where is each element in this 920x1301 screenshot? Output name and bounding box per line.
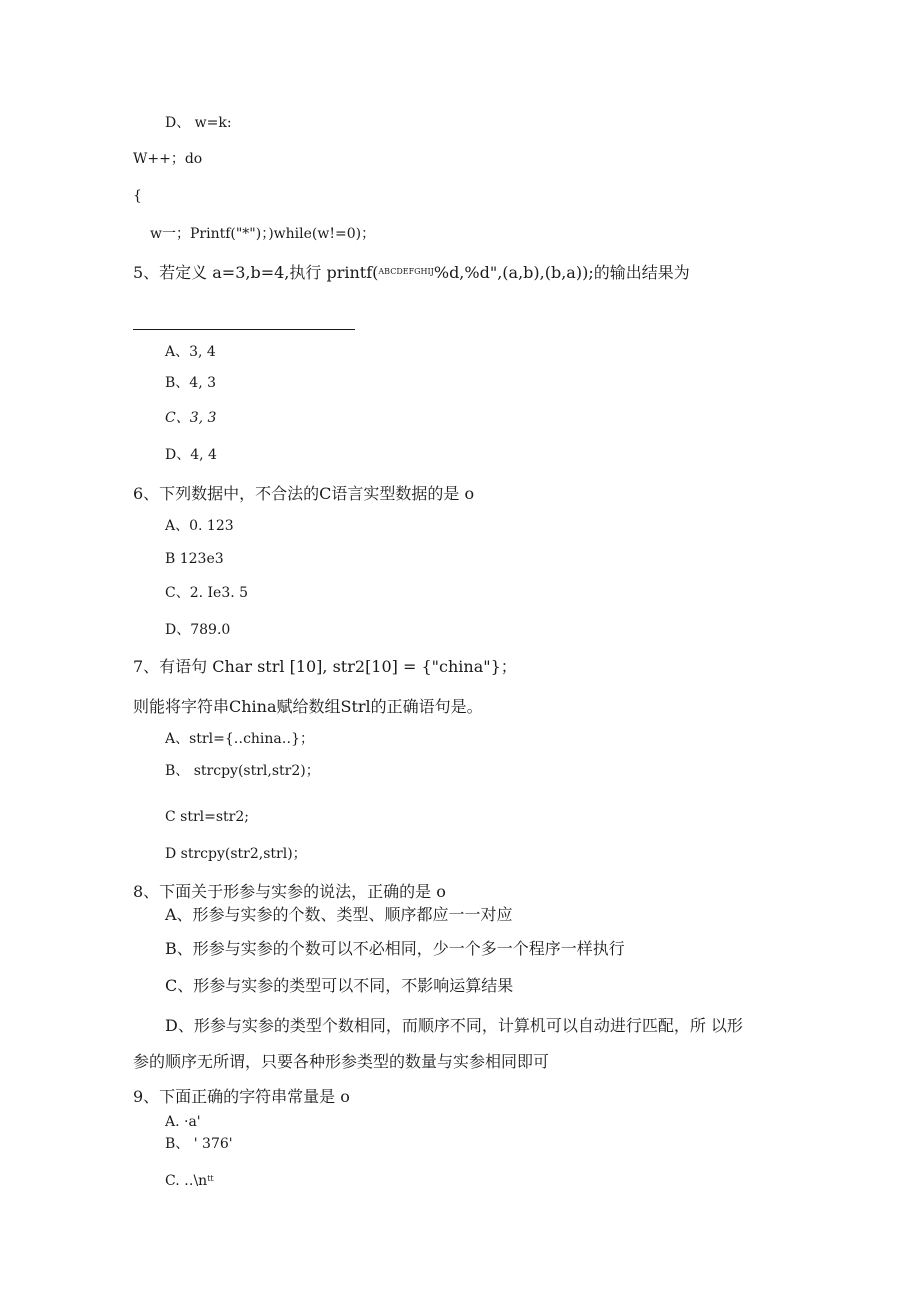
q5-option-a: A、3, 4 bbox=[165, 344, 216, 360]
q8-option-b: B、形参与实参的个数可以不必相同，少一个多一个程序一样执行 bbox=[165, 939, 625, 958]
q4-option-d-line2: W++；do bbox=[133, 151, 203, 167]
answer-blank-line bbox=[133, 329, 355, 330]
q9-option-a: A. ·a' bbox=[165, 1114, 201, 1130]
q7-option-c: C strl=str2; bbox=[165, 809, 249, 825]
q7-option-b: B、 strcpy(strl,str2)； bbox=[165, 763, 320, 779]
q4-option-d-line1: D、 w=k: bbox=[165, 115, 232, 131]
q6-option-a: A、0. 123 bbox=[165, 518, 234, 534]
q6-stem: 6、下列数据中，不合法的C语言实型数据的是 o bbox=[133, 484, 475, 503]
q7-option-a: A、strl={‥china‥}； bbox=[165, 731, 315, 747]
q5-stem-sup: ABCDEFGHIJ bbox=[378, 267, 434, 276]
q5-option-c: C、3, 3 bbox=[165, 410, 217, 426]
q5-stem-after: %d,%d",(a,b),(b,a));的输出结果为 bbox=[433, 263, 690, 282]
q9-option-c-sup: tt bbox=[207, 1174, 214, 1183]
q8-option-d: D、形参与实参的类型个数相同，而顺序不同，计算机可以自动进行匹配，所 以形 bbox=[165, 1016, 743, 1035]
q7-stem-line1: 7、有语句 Char strl [10], str2[10] = {"china"}； bbox=[133, 657, 517, 676]
q7-stem-line2: 则能将字符串China赋给数组Strl的正确语句是。 bbox=[133, 697, 483, 716]
q5-option-b: B、4, 3 bbox=[165, 375, 217, 391]
q6-option-d: D、789.0 bbox=[165, 622, 231, 638]
q8-stem: 8、下面关于形参与实参的说法，正确的是 o bbox=[133, 882, 446, 901]
q5-option-d: D、4, 4 bbox=[165, 447, 217, 463]
q9-option-b: B、 ' 376' bbox=[165, 1136, 233, 1152]
q9-option-c-main: C. ‥\n bbox=[165, 1173, 208, 1189]
q8-option-d-continued: 参的顺序无所谓，只要各种形参类型的数量与实参相同即可 bbox=[133, 1052, 550, 1071]
q6-option-c: C、2. Ie3. 5 bbox=[165, 585, 249, 601]
q6-option-b: B 123e3 bbox=[165, 551, 224, 567]
q8-option-c: C、形参与实参的类型可以不同，不影响运算结果 bbox=[165, 976, 514, 995]
q5-stem bbox=[133, 262, 690, 283]
q5-stem-before: 5、若定义 a=3,b=4,执行 printf( bbox=[133, 263, 379, 282]
q8-option-a: A、形参与实参的个数、类型、顺序都应一一对应 bbox=[165, 905, 513, 924]
q7-option-d: D strcpy(str2,strl)； bbox=[165, 846, 307, 862]
q4-option-d-line4: w一；Printf("*")；)while(w!=0)； bbox=[150, 226, 376, 242]
q4-option-d-line3: { bbox=[133, 188, 142, 204]
q9-option-c bbox=[165, 1170, 214, 1190]
q9-stem: 9、下面正确的字符串常量是 o bbox=[133, 1087, 350, 1106]
